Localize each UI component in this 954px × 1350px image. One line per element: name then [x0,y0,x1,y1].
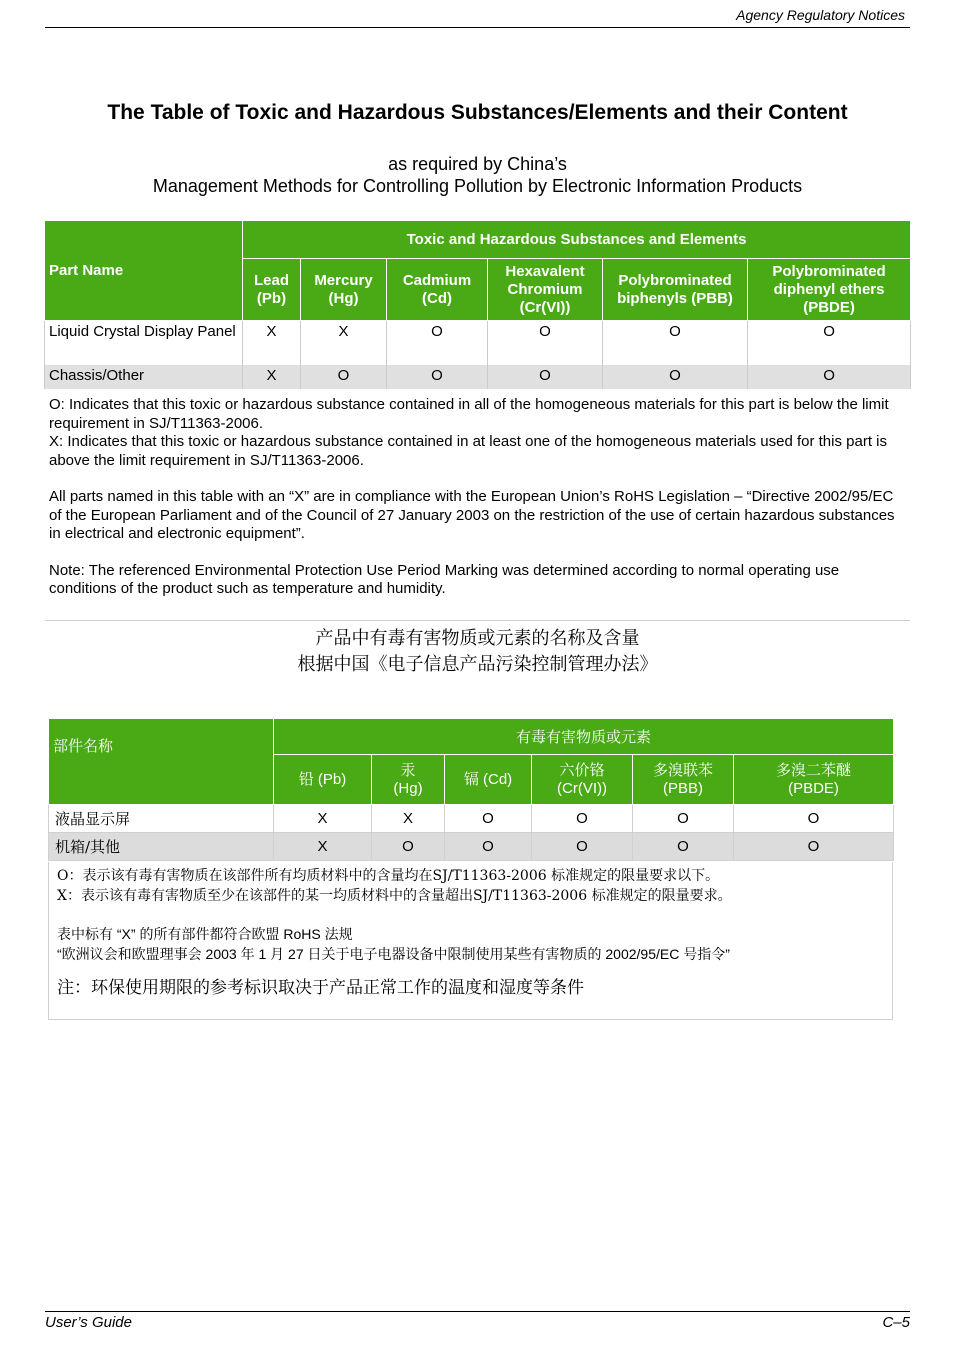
subtitle-line-2: Management Methods for Controlling Pollution by Electronic Information Products [152,176,803,196]
english-substance-table [44,220,911,389]
row-part-name: 机箱/其他 [49,833,274,861]
chinese-subtitle: 根据中国《电子信息产品污染控制管理办法》 [297,654,658,675]
cn-col-name: 镉 (Cd) [463,770,513,788]
cell-value: X [274,805,372,833]
cell-value: O [301,365,387,389]
cn-col-mercury [372,755,445,805]
page-title: The Table of Toxic and Hazardous Substances/Elements and their Content [107,101,848,124]
cell-value: O [603,321,748,365]
cn-col-sub: (Cr(VI)) [557,779,607,797]
cell-value: O [748,321,911,365]
table-row [45,321,911,365]
cell-value: O [532,805,633,833]
cell-value: O [387,365,488,389]
cell-value: O [445,833,532,861]
rohs-note: All parts named in this table with an “X” are in compliance with the European Union’s RoHS Legislation – “Directive 2002/95/EC of the European Parliament and of the Council of 27 January 2003 on the restriction of the use of certain hazardous substances in electrical and electronic equipment”. [49,488,895,542]
cell-value: O [734,805,894,833]
cn-col-name: 六价铬 [559,761,605,779]
substances-group-header: Toxic and Hazardous Substances and Elements [243,221,911,259]
col-cadmium: Cadmium (Cd) [387,259,488,321]
running-header: Agency Regulatory Notices [736,7,905,23]
cell-value: O [387,321,488,365]
cell-value: X [372,805,445,833]
cell-value: X [274,833,372,861]
cell-value: O [734,833,894,861]
subtitle-line-1: as required by China’s [388,154,567,174]
page-number: C–5 [882,1314,910,1331]
row-part-name: Chassis/Other [45,365,243,389]
cell-value: O [633,833,734,861]
cn-col-cadmium [445,755,532,805]
cn-col-lead [274,755,372,805]
table-row [49,833,894,861]
section-divider [45,620,910,621]
cn-part-name-header: 部件名称 [49,719,274,805]
table-row [45,365,911,389]
cn-rohs-note-2: “欧洲议会和欧盟理事会 2003 年 1 月 27 日关于电子电器设备中限制使用某些有害物质的 2002/95/EC 号指令” [57,946,730,962]
cn-col-pbde [734,755,894,805]
cn-rohs-note-1: 表中标有 “X” 的所有部件都符合欧盟 RoHS 法规 [57,926,353,942]
cn-col-sub: (PBDE) [788,779,839,797]
col-mercury: Mercury (Hg) [301,259,387,321]
cn-col-pbb [633,755,734,805]
cell-value: O [488,365,603,389]
cn-col-sub: (PBB) [662,779,703,797]
part-name-header: Part Name [45,221,243,321]
cn-col-name: 多溴二苯醚 [776,761,852,779]
row-part-name: Liquid Crystal Display Panel [45,321,243,365]
cn-x-note: X：表示该有毒有害物质至少在该部件的某一均质材料中的含量超出SJ/T11363-2006 标准规定的限量要求。 [57,888,732,904]
col-lead: Lead (Pb) [243,259,301,321]
cn-o-note: O：表示该有毒有害物质在该部件所有均质材料中的含量均在SJ/T11363-2006 标准规定的限量要求以下。 [57,868,720,884]
chinese-title: 产品中有毒有害物质或元素的名称及含量 [315,628,640,649]
cn-col-sub: (Hg) [393,779,423,797]
footer-rule [45,1311,910,1312]
cn-col-name: 汞 [400,761,416,779]
cn-col-name: 多溴联苯 [652,761,713,779]
chinese-substance-table [48,718,894,861]
cell-value: O [372,833,445,861]
cell-value: X [301,321,387,365]
footer-guide-title: User’s Guide [45,1314,132,1331]
cell-value: O [748,365,911,389]
cell-value: X [243,365,301,389]
english-notes [49,396,904,599]
chinese-notes [48,862,893,1020]
cell-value: O [488,321,603,365]
cell-value: O [633,805,734,833]
cell-value: O [445,805,532,833]
cn-epup-note: 注：环保使用期限的参考标识取决于产品正常工作的温度和湿度等条件 [57,978,584,997]
cn-col-chromium [532,755,633,805]
cn-col-name: 铅 (Pb) [298,770,347,788]
cell-value: X [243,321,301,365]
cell-value: O [603,365,748,389]
x-note: X: Indicates that this toxic or hazardous substance contained in at least one of the homogeneous materials used for this part is above the limit requirement in SJ/T11363-2006. [49,433,887,469]
col-pbde: Polybrominated diphenyl ethers (PBDE) [748,259,911,321]
epup-note: Note: The referenced Environmental Protection Use Period Marking was determined according to normal operating use conditions of the product such as temperature and humidity. [49,561,840,597]
col-pbb: Polybrominated biphenyls (PBB) [603,259,748,321]
table-row [49,805,894,833]
col-hexavalent-chromium: Hexavalent Chromium (Cr(VI)) [488,259,603,321]
cell-value: O [532,833,633,861]
header-rule [45,27,910,28]
cn-substances-group-header: 有毒有害物质或元素 [274,719,894,755]
o-note: O: Indicates that this toxic or hazardous substance contained in all of the homogeneous materials for this part is below the limit requirement in SJ/T11363-2006. [49,396,889,432]
row-part-name: 液晶显示屏 [49,805,274,833]
